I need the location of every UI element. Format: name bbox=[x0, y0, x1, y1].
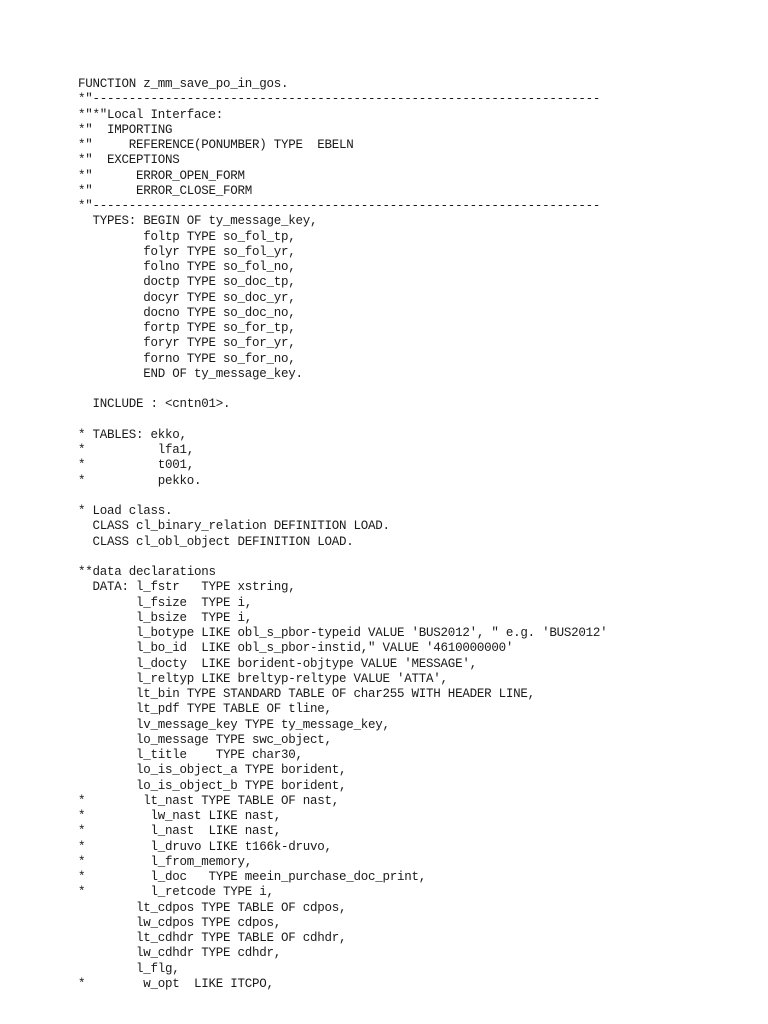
code-line: lv_message_key TYPE ty_message_key, bbox=[78, 717, 390, 732]
code-line: * lfa1, bbox=[78, 443, 195, 457]
code-line: * w_opt LIKE ITCPO, bbox=[78, 976, 274, 991]
code-line: *"*"Local Interface: bbox=[78, 107, 224, 122]
code-line bbox=[78, 489, 607, 504]
code-line: lw_cdhdr TYPE cdhdr, bbox=[78, 946, 282, 961]
code-line: docno TYPE so_doc_no, bbox=[78, 305, 296, 320]
code-line: CLASS cl_binary_relation DEFINITION LOAD. bbox=[78, 519, 390, 534]
code-line: *"---------------------------------------------------------------------- bbox=[78, 199, 601, 213]
code-line: fortp TYPE so_for_tp, bbox=[78, 321, 296, 335]
code-line: * l_nast LIKE nast, bbox=[78, 824, 282, 839]
code-line: * TABLES: ekko, bbox=[78, 427, 187, 442]
code-line: doctp TYPE so_doc_tp, bbox=[78, 275, 296, 290]
code-line: lt_cdhdr TYPE TABLE OF cdhdr, bbox=[78, 931, 347, 945]
code-line: *" ERROR_OPEN_FORM bbox=[78, 168, 245, 183]
code-line: l_reltyp LIKE breltyp-reltype VALUE 'ATTA', bbox=[78, 671, 448, 686]
code-line: l_flg, bbox=[78, 961, 180, 976]
code-line: forno TYPE so_for_no, bbox=[78, 351, 296, 366]
code-line: lo_is_object_b TYPE borident, bbox=[78, 778, 347, 793]
code-line bbox=[78, 550, 607, 565]
code-line: folno TYPE so_fol_no, bbox=[78, 260, 296, 274]
code-line: lt_bin TYPE STANDARD TABLE OF char255 WITH HEADER LINE, bbox=[78, 687, 535, 701]
code-line: folyr TYPE so_fol_yr, bbox=[78, 244, 296, 259]
abap-source-code bbox=[78, 77, 607, 992]
code-line: l_bsize TYPE i, bbox=[78, 610, 253, 625]
code-line bbox=[78, 413, 607, 428]
code-line: *"---------------------------------------------------------------------- bbox=[78, 92, 601, 107]
code-line: lw_cdpos TYPE cdpos, bbox=[78, 915, 282, 930]
code-line: l_fsize TYPE i, bbox=[78, 595, 253, 610]
code-line: FUNCTION z_mm_save_po_in_gos. bbox=[78, 77, 289, 91]
code-line: *" IMPORTING bbox=[78, 122, 173, 137]
code-line: * l_from_memory, bbox=[78, 854, 253, 869]
code-line: * l_doc TYPE meein_purchase_doc_print, bbox=[78, 870, 427, 884]
code-line: END OF ty_message_key. bbox=[78, 366, 303, 381]
code-line: **data declarations bbox=[78, 565, 216, 579]
code-line: TYPES: BEGIN OF ty_message_key, bbox=[78, 214, 318, 229]
code-line: l_botype LIKE obl_s_pbor-typeid VALUE 'BUS2012', " e.g. 'BUS2012' bbox=[78, 626, 608, 640]
code-line: *" EXCEPTIONS bbox=[78, 153, 180, 168]
code-line: * l_retcode TYPE i, bbox=[78, 885, 274, 900]
code-line: l_bo_id LIKE obl_s_pbor-instid," VALUE '4610000000' bbox=[78, 641, 514, 656]
code-line: lt_cdpos TYPE TABLE OF cdpos, bbox=[78, 900, 347, 915]
code-line: * pekko. bbox=[78, 473, 202, 488]
code-line: * l_druvo LIKE t166k-druvo, bbox=[78, 839, 332, 854]
code-line: l_docty LIKE borident-objtype VALUE 'MESSAGE', bbox=[78, 656, 477, 671]
code-line bbox=[78, 382, 607, 397]
code-line: *" ERROR_CLOSE_FORM bbox=[78, 183, 253, 198]
code-line: foryr TYPE so_for_yr, bbox=[78, 336, 296, 351]
code-line: * Load class. bbox=[78, 504, 173, 518]
code-line: foltp TYPE so_fol_tp, bbox=[78, 229, 296, 244]
code-line: *" REFERENCE(PONUMBER) TYPE EBELN bbox=[78, 138, 354, 152]
code-line: lo_is_object_a TYPE borident, bbox=[78, 763, 347, 778]
code-line: * lt_nast TYPE TABLE OF nast, bbox=[78, 793, 340, 808]
code-line: * lw_nast LIKE nast, bbox=[78, 809, 282, 823]
code-line: lt_pdf TYPE TABLE OF tline, bbox=[78, 702, 332, 717]
code-line: CLASS cl_obl_object DEFINITION LOAD. bbox=[78, 534, 354, 549]
code-line: l_title TYPE char30, bbox=[78, 748, 303, 762]
code-line: lo_message TYPE swc_object, bbox=[78, 732, 332, 747]
code-line: DATA: l_fstr TYPE xstring, bbox=[78, 580, 296, 595]
code-line: * t001, bbox=[78, 458, 195, 473]
code-line: INCLUDE : <cntn01>. bbox=[78, 397, 231, 412]
code-line: docyr TYPE so_doc_yr, bbox=[78, 290, 296, 305]
